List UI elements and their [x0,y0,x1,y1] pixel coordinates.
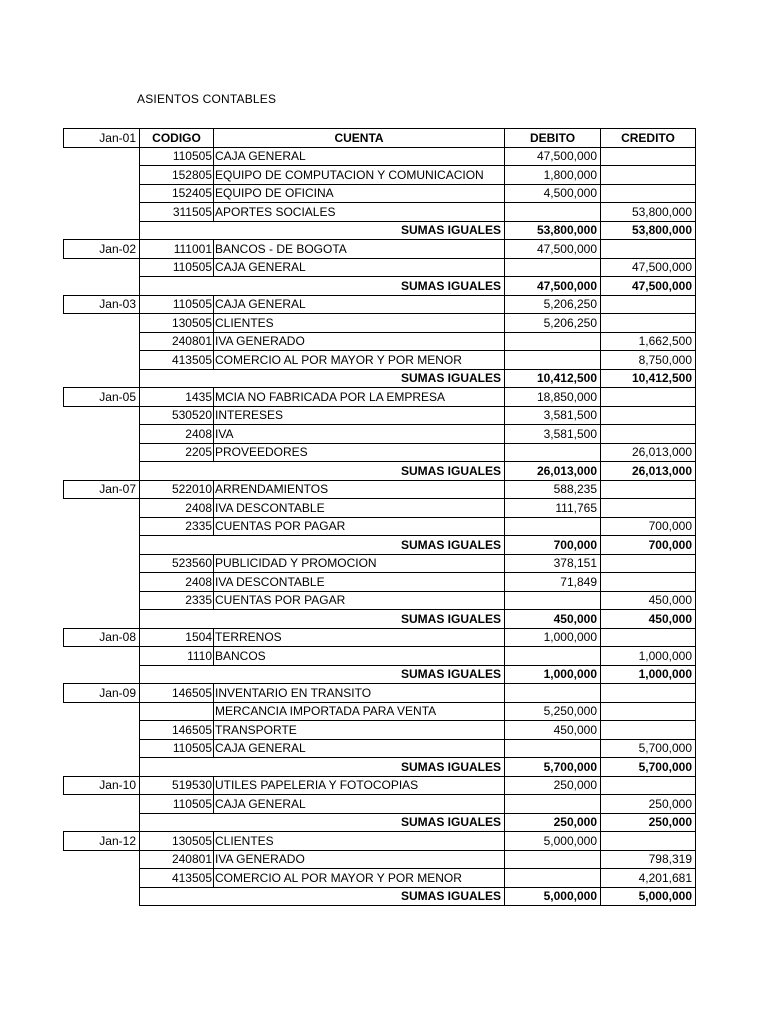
debit-amount: 5,000,000 [505,832,601,851]
debit-amount: 378,151 [505,554,601,573]
total-credit: 450,000 [601,610,696,629]
credit-amount [601,628,696,647]
account-code: 311505 [140,203,214,222]
total-row [64,813,696,832]
account-code: 2408 [140,573,214,592]
total-label: SUMAS IGUALES [140,758,505,777]
total-label: SUMAS IGUALES [140,462,505,481]
account-code: 152405 [140,184,214,203]
debit-amount: 5,206,250 [505,295,601,314]
account-code: 413505 [140,351,214,370]
account-name: CAJA GENERAL [214,295,505,314]
date-cell-empty [64,887,140,906]
debit-amount: 3,581,500 [505,425,601,444]
account-name: INVENTARIO EN TRANSITO [214,684,505,703]
credit-amount [601,184,696,203]
account-name: COMERCIO AL POR MAYOR Y POR MENOR [214,351,505,370]
account-code: 110505 [140,258,214,277]
debit-amount: 5,206,250 [505,314,601,333]
debit-amount [505,591,601,610]
account-name: APORTES SOCIALES [214,203,505,222]
account-name: EQUIPO DE OFICINA [214,184,505,203]
account-name: MCIA NO FABRICADA POR LA EMPRESA [214,388,505,407]
debit-amount: 1,800,000 [505,166,601,185]
entry-row [64,554,696,573]
credit-amount: 1,662,500 [601,332,696,351]
total-credit: 1,000,000 [601,665,696,684]
debit-amount [505,517,601,536]
entry-row [64,832,696,851]
account-code: 2335 [140,517,214,536]
account-code: 130505 [140,832,214,851]
entry-row [64,258,696,277]
account-name: CLIENTES [214,832,505,851]
entry-row [64,684,696,703]
credit-amount [601,832,696,851]
header-row [64,129,696,148]
entry-date [64,203,140,222]
debit-amount [505,258,601,277]
total-row [64,758,696,777]
account-code: 1504 [140,628,214,647]
account-name: BANCOS - DE BOGOTA [214,240,505,259]
account-code: 152805 [140,166,214,185]
entry-date: Jan-03 [64,295,140,314]
total-credit: 10,412,500 [601,369,696,388]
account-code: 523560 [140,554,214,573]
account-code: 110505 [140,147,214,166]
total-credit: 5,000,000 [601,887,696,906]
debit-amount: 47,500,000 [505,147,601,166]
entry-row [64,443,696,462]
account-code: 2335 [140,591,214,610]
credit-amount [601,406,696,425]
debit-amount: 5,250,000 [505,702,601,721]
total-label: SUMAS IGUALES [140,887,505,906]
entry-row [64,721,696,740]
debit-amount: 1,000,000 [505,628,601,647]
entry-row [64,628,696,647]
debit-amount: 4,500,000 [505,184,601,203]
entry-date [64,517,140,536]
account-code: 111001 [140,240,214,259]
debit-amount: 111,765 [505,499,601,518]
debit-amount [505,795,601,814]
account-name: UTILES PAPELERIA Y FOTOCOPIAS [214,776,505,795]
account-code: 130505 [140,314,214,333]
total-row [64,610,696,629]
account-name: IVA DESCONTABLE [214,499,505,518]
account-name: CAJA GENERAL [214,739,505,758]
credit-amount: 1,000,000 [601,647,696,666]
entry-date [64,702,140,721]
account-code: 2205 [140,443,214,462]
date-cell-empty [64,758,140,777]
total-credit: 5,700,000 [601,758,696,777]
entry-date [64,573,140,592]
total-row [64,369,696,388]
debit-amount [505,351,601,370]
total-debit: 10,412,500 [505,369,601,388]
credit-amount [601,702,696,721]
debit-amount [505,203,601,222]
entry-row [64,425,696,444]
entry-row [64,702,696,721]
header-codigo: CODIGO [140,129,214,148]
total-debit: 250,000 [505,813,601,832]
entry-row [64,147,696,166]
total-credit: 47,500,000 [601,277,696,296]
account-name: CAJA GENERAL [214,795,505,814]
entry-row [64,795,696,814]
account-name: IVA DESCONTABLE [214,573,505,592]
credit-amount [601,166,696,185]
account-name: PROVEEDORES [214,443,505,462]
debit-amount: 18,850,000 [505,388,601,407]
account-code: 1110 [140,647,214,666]
credit-amount [601,721,696,740]
account-code: 110505 [140,795,214,814]
credit-amount [601,684,696,703]
account-code: 110505 [140,295,214,314]
account-name: IVA GENERADO [214,332,505,351]
account-name: MERCANCIA IMPORTADA PARA VENTA [214,702,505,721]
credit-amount [601,425,696,444]
account-name: CAJA GENERAL [214,258,505,277]
entry-date [64,258,140,277]
entry-row [64,869,696,888]
entry-date: Jan-08 [64,628,140,647]
account-name: CUENTAS POR PAGAR [214,517,505,536]
entry-date: Jan-10 [64,776,140,795]
entry-row [64,314,696,333]
date-cell-empty [64,221,140,240]
total-row [64,665,696,684]
total-debit: 53,800,000 [505,221,601,240]
entry-date [64,351,140,370]
entry-row [64,480,696,499]
entry-row [64,184,696,203]
credit-amount: 26,013,000 [601,443,696,462]
credit-amount [601,480,696,499]
entry-date [64,795,140,814]
debit-amount: 450,000 [505,721,601,740]
credit-amount: 450,000 [601,591,696,610]
entry-date [64,499,140,518]
total-debit: 26,013,000 [505,462,601,481]
entry-date: Jan-09 [64,684,140,703]
total-row [64,221,696,240]
entry-date [64,147,140,166]
total-debit: 5,000,000 [505,887,601,906]
credit-amount: 250,000 [601,795,696,814]
account-code: 530520 [140,406,214,425]
entry-date: Jan-02 [64,240,140,259]
date-cell-empty [64,277,140,296]
credit-amount: 4,201,681 [601,869,696,888]
account-code: 413505 [140,869,214,888]
account-code [140,702,214,721]
entry-row [64,573,696,592]
entry-date: Jan-05 [64,388,140,407]
header-cuenta: CUENTA [214,129,505,148]
debit-amount: 3,581,500 [505,406,601,425]
account-name: TRANSPORTE [214,721,505,740]
account-code: 2408 [140,499,214,518]
entry-row [64,240,696,259]
account-name: IVA GENERADO [214,850,505,869]
journal-body [64,147,696,906]
header-debito: DEBITO [505,129,601,148]
account-code: 146505 [140,721,214,740]
credit-amount: 53,800,000 [601,203,696,222]
credit-amount [601,295,696,314]
total-debit: 5,700,000 [505,758,601,777]
total-label: SUMAS IGUALES [140,277,505,296]
credit-amount [601,388,696,407]
credit-amount [601,776,696,795]
entry-date: Jan-07 [64,480,140,499]
entry-date [64,443,140,462]
debit-amount [505,850,601,869]
total-credit: 53,800,000 [601,221,696,240]
total-debit: 47,500,000 [505,277,601,296]
account-name: EQUIPO DE COMPUTACION Y COMUNICACION [214,166,505,185]
entry-date [64,554,140,573]
debit-amount [505,739,601,758]
entry-date: Jan-12 [64,832,140,851]
total-label: SUMAS IGUALES [140,369,505,388]
total-label: SUMAS IGUALES [140,813,505,832]
account-name: TERRENOS [214,628,505,647]
account-name: CUENTAS POR PAGAR [214,591,505,610]
debit-amount: 588,235 [505,480,601,499]
entry-date [64,869,140,888]
entry-row [64,332,696,351]
credit-amount: 700,000 [601,517,696,536]
entry-date [64,739,140,758]
document-title: ASIENTOS CONTABLES [137,92,277,106]
entry-date [64,184,140,203]
date-cell-empty [64,610,140,629]
credit-amount: 47,500,000 [601,258,696,277]
debit-amount [505,443,601,462]
credit-amount: 8,750,000 [601,351,696,370]
date-cell-empty [64,813,140,832]
entry-row [64,203,696,222]
account-code: 2408 [140,425,214,444]
account-code: 240801 [140,332,214,351]
date-cell-empty [64,665,140,684]
entry-row [64,295,696,314]
header-credito: CREDITO [601,129,696,148]
entry-row [64,166,696,185]
account-name: ARRENDAMIENTOS [214,480,505,499]
credit-amount [601,147,696,166]
account-name: COMERCIO AL POR MAYOR Y POR MENOR [214,869,505,888]
debit-amount: 47,500,000 [505,240,601,259]
entry-date [64,406,140,425]
entry-row [64,351,696,370]
entry-row [64,388,696,407]
debit-amount [505,332,601,351]
total-label: SUMAS IGUALES [140,665,505,684]
entry-row [64,591,696,610]
debit-amount: 250,000 [505,776,601,795]
total-debit: 450,000 [505,610,601,629]
account-name: CAJA GENERAL [214,147,505,166]
first-entry-date: Jan-01 [64,129,140,148]
debit-amount [505,647,601,666]
account-name: IVA [214,425,505,444]
credit-amount [601,240,696,259]
date-cell-empty [64,462,140,481]
account-code: 146505 [140,684,214,703]
entry-row [64,499,696,518]
credit-amount [601,314,696,333]
entry-row [64,406,696,425]
total-credit: 26,013,000 [601,462,696,481]
entry-row [64,850,696,869]
account-code: 240801 [140,850,214,869]
total-credit: 700,000 [601,536,696,555]
total-label: SUMAS IGUALES [140,610,505,629]
entry-row [64,647,696,666]
total-label: SUMAS IGUALES [140,221,505,240]
total-row [64,536,696,555]
credit-amount: 5,700,000 [601,739,696,758]
account-name: PUBLICIDAD Y PROMOCION [214,554,505,573]
total-debit: 1,000,000 [505,665,601,684]
entry-date [64,850,140,869]
entry-row [64,517,696,536]
entry-date [64,647,140,666]
entry-date [64,314,140,333]
account-name: CLIENTES [214,314,505,333]
entry-date [64,166,140,185]
date-cell-empty [64,536,140,555]
total-credit: 250,000 [601,813,696,832]
credit-amount [601,499,696,518]
entry-row [64,739,696,758]
account-code: 1435 [140,388,214,407]
journal-entries-table [63,128,696,906]
entry-date [64,591,140,610]
account-name: INTERESES [214,406,505,425]
entry-date [64,425,140,444]
account-code: 522010 [140,480,214,499]
total-label: SUMAS IGUALES [140,536,505,555]
total-debit: 700,000 [505,536,601,555]
total-row [64,462,696,481]
debit-amount: 71,849 [505,573,601,592]
account-code: 519530 [140,776,214,795]
credit-amount: 798,319 [601,850,696,869]
entry-date [64,332,140,351]
debit-amount [505,869,601,888]
debit-amount [505,684,601,703]
credit-amount [601,554,696,573]
total-row [64,887,696,906]
account-name: BANCOS [214,647,505,666]
account-code: 110505 [140,739,214,758]
entry-row [64,776,696,795]
credit-amount [601,573,696,592]
total-row [64,277,696,296]
date-cell-empty [64,369,140,388]
entry-date [64,721,140,740]
